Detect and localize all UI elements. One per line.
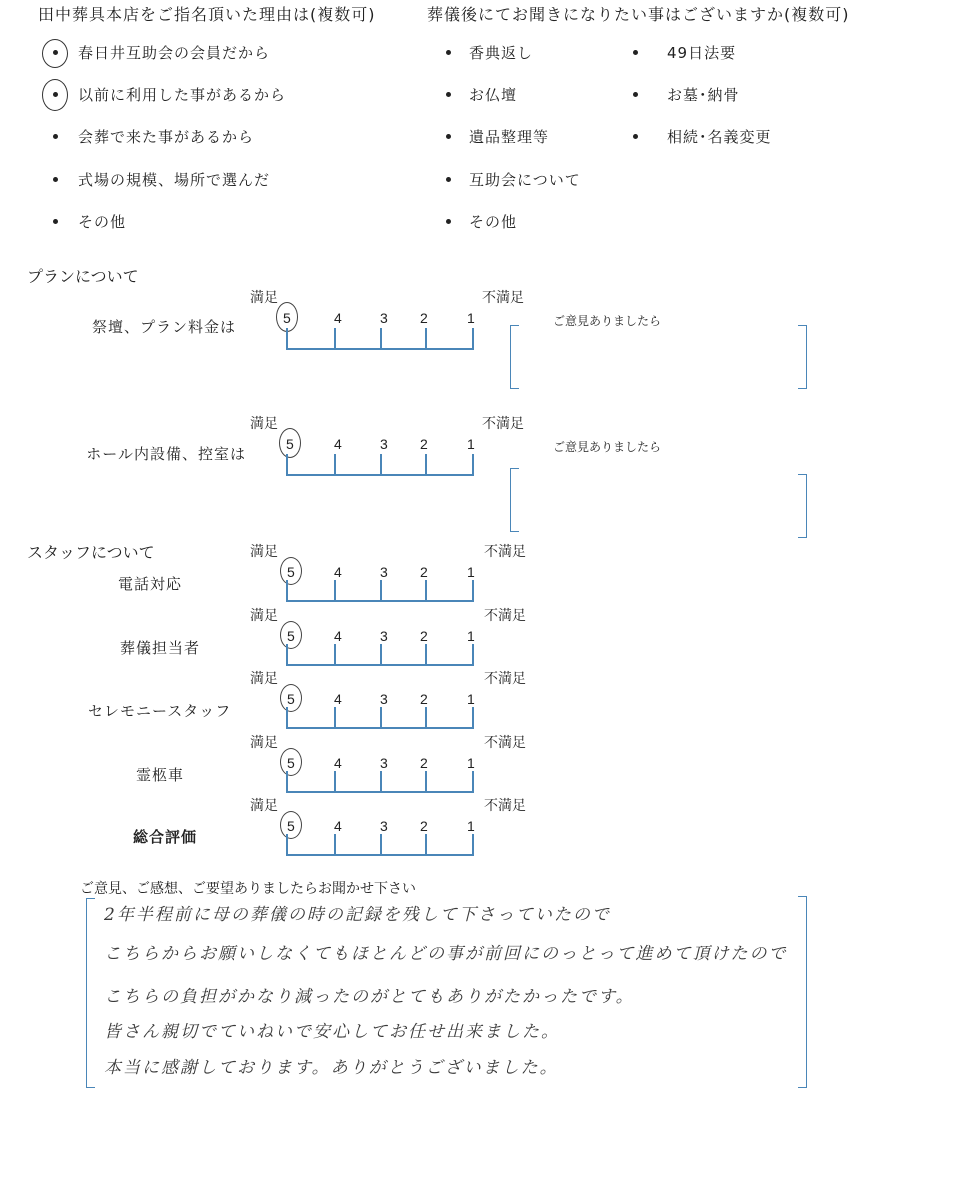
staff-item-label: 電話対応 xyxy=(117,575,182,593)
scale-number: 1 xyxy=(467,628,475,644)
rating-scale[interactable] xyxy=(286,771,474,793)
rating-scale[interactable] xyxy=(286,454,474,476)
bullet-icon xyxy=(633,92,638,97)
q2-option[interactable]: 49日法要 xyxy=(667,44,737,62)
scale-number: 5 xyxy=(287,628,295,644)
scale-number: 4 xyxy=(334,310,342,326)
q1-title: 田中葬具本店をご指名頂いた理由は(複数可) xyxy=(38,5,376,24)
feedback-line: こちらからお願いしなくてもほとんどの事が前回にのっとって進めて頂けたので xyxy=(104,944,788,964)
scale-number: 2 xyxy=(420,310,428,326)
staff-item-label: 葬儀担当者 xyxy=(119,639,200,657)
plan-item-label: ホール内設備、控室は xyxy=(86,445,246,463)
q2-option[interactable]: お墓･納骨 xyxy=(667,86,740,104)
comment-bracket-right xyxy=(798,474,807,538)
q2-option[interactable]: お仏壇 xyxy=(469,86,518,104)
scale-number: 1 xyxy=(467,310,475,326)
scale-high-label: 満足 xyxy=(250,735,278,751)
scale-number: 1 xyxy=(467,564,475,580)
rating-scale[interactable] xyxy=(286,834,474,856)
comment-prompt: ご意見ありましたら xyxy=(553,440,662,454)
scale-high-label: 満足 xyxy=(250,290,278,306)
scale-number: 5 xyxy=(287,691,295,707)
q2-option[interactable]: 相続･名義変更 xyxy=(667,128,772,146)
scale-high-label: 満足 xyxy=(250,544,278,560)
scale-number: 4 xyxy=(334,628,342,644)
bullet-icon xyxy=(446,134,451,139)
plan-item-label: 祭壇、プラン料金は xyxy=(91,318,236,336)
bullet-icon xyxy=(446,92,451,97)
feedback-bracket-right xyxy=(798,896,807,1088)
scale-high-label: 満足 xyxy=(250,416,278,432)
bullet-icon xyxy=(53,219,58,224)
q1-option[interactable]: 春日井互助会の会員だから xyxy=(78,44,271,62)
scale-number: 4 xyxy=(334,691,342,707)
scale-number: 2 xyxy=(420,691,428,707)
q2-title: 葬儀後にてお聞きになりたい事はございますか(複数可) xyxy=(427,5,850,24)
scale-number: 4 xyxy=(334,564,342,580)
scale-high-label: 満足 xyxy=(250,798,278,814)
scale-number: 1 xyxy=(467,755,475,771)
scale-number: 2 xyxy=(420,818,428,834)
scale-number: 1 xyxy=(467,691,475,707)
rating-scale[interactable] xyxy=(286,328,474,350)
scale-low-label: 不満足 xyxy=(484,671,526,687)
scale-low-label: 不満足 xyxy=(484,798,526,814)
scale-number: 5 xyxy=(287,755,295,771)
feedback-bracket-left xyxy=(86,898,95,1088)
feedback-line: こちらの負担がかなり減ったのがとてもありがたかったです。 xyxy=(104,987,635,1007)
scale-low-label: 不満足 xyxy=(482,416,524,432)
plan-section-title: プランについて xyxy=(27,267,139,286)
rating-scale[interactable] xyxy=(286,644,474,666)
scale-number: 2 xyxy=(420,628,428,644)
scale-low-label: 不満足 xyxy=(484,544,526,560)
scale-high-label: 満足 xyxy=(250,671,278,687)
staff-item-label: 霊柩車 xyxy=(135,766,184,784)
comment-field[interactable] xyxy=(518,470,798,532)
bullet-icon xyxy=(633,50,638,55)
scale-number: 4 xyxy=(334,436,342,452)
feedback-line: 本当に感謝しております。ありがとうございました。 xyxy=(104,1058,559,1078)
scale-number: 3 xyxy=(380,310,388,326)
scale-number: 4 xyxy=(334,818,342,834)
scale-number: 1 xyxy=(467,436,475,452)
staff-section-title: スタッフについて xyxy=(27,543,155,562)
feedback-line: 皆さん親切でていねいで安心してお任せ出来ました。 xyxy=(104,1022,560,1042)
bullet-icon xyxy=(53,92,58,97)
scale-number: 3 xyxy=(380,818,388,834)
staff-item-label: 総合評価 xyxy=(132,828,197,846)
q2-option[interactable]: その他 xyxy=(469,213,518,231)
rating-scale[interactable] xyxy=(286,580,474,602)
bullet-icon xyxy=(53,177,58,182)
q2-option[interactable]: 互助会について xyxy=(469,171,581,189)
scale-number: 5 xyxy=(287,818,295,834)
scale-number: 2 xyxy=(420,436,428,452)
scale-number: 1 xyxy=(467,818,475,834)
scale-number: 3 xyxy=(380,564,388,580)
q1-option[interactable]: 会葬で来た事があるから xyxy=(78,128,255,146)
scale-low-label: 不満足 xyxy=(484,608,526,624)
q2-option[interactable]: 香典返し xyxy=(469,44,534,62)
q1-option[interactable]: その他 xyxy=(78,213,127,231)
bullet-icon xyxy=(53,134,58,139)
scale-low-label: 不満足 xyxy=(484,735,526,751)
bullet-icon xyxy=(633,134,638,139)
feedback-prompt: ご意見、ご感想、ご要望ありましたらお聞かせ下さい xyxy=(80,881,416,897)
bullet-icon xyxy=(446,219,451,224)
q1-option[interactable]: 以前に利用した事があるから xyxy=(78,86,287,104)
scale-number: 5 xyxy=(287,564,295,580)
scale-number: 4 xyxy=(334,755,342,771)
scale-number: 3 xyxy=(380,436,388,452)
bullet-icon xyxy=(446,50,451,55)
comment-prompt: ご意見ありましたら xyxy=(553,314,662,328)
scale-number: 3 xyxy=(380,691,388,707)
bullet-icon xyxy=(446,177,451,182)
comment-bracket-right xyxy=(798,325,807,389)
q1-option[interactable]: 式場の規模、場所で選んだ xyxy=(78,171,271,189)
scale-low-label: 不満足 xyxy=(482,290,524,306)
q2-option[interactable]: 遺品整理等 xyxy=(469,128,550,146)
staff-item-label: セレモニースタッフ xyxy=(88,702,232,720)
scale-number: 3 xyxy=(380,628,388,644)
feedback-line: 2年半程前に母の葬儀の時の記録を残して下さっていたので xyxy=(104,905,611,925)
scale-number: 5 xyxy=(283,310,291,326)
bullet-icon xyxy=(53,50,58,55)
scale-number: 3 xyxy=(380,755,388,771)
scale-number: 2 xyxy=(420,755,428,771)
scale-number: 5 xyxy=(286,436,294,452)
scale-high-label: 満足 xyxy=(250,608,278,624)
rating-scale[interactable] xyxy=(286,707,474,729)
scale-number: 2 xyxy=(420,564,428,580)
comment-field[interactable] xyxy=(518,325,798,387)
